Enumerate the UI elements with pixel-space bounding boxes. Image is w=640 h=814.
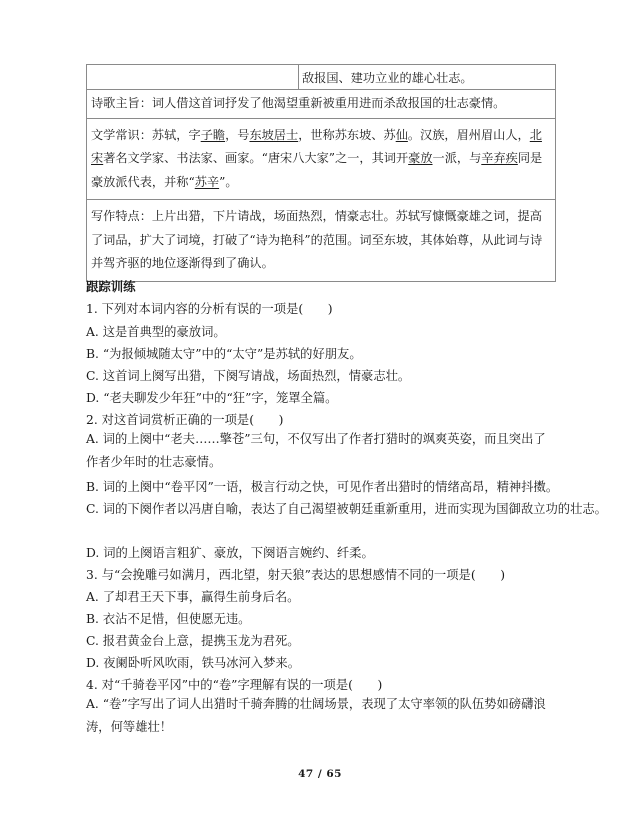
q1-option-b: B. “为报倾城随太守”中的“太守”是苏轼的好朋友。 bbox=[86, 347, 362, 361]
q1-option-c: C. 这首词上阕写出猎，下阕写请战，场面热烈，情豪志壮。 bbox=[86, 369, 411, 383]
q3-stem: 3. 与“会挽雕弓如满月，西北望，射天狼”表达的思想感情不同的一项是( ) bbox=[86, 568, 506, 582]
q2-stem: 2. 对这首词赏析正确的一项是( ) bbox=[86, 413, 284, 427]
q3-option-d: D. 夜阑卧听风吹雨，铁马冰河入梦来。 bbox=[86, 656, 300, 670]
page-number: 47 / 65 bbox=[298, 768, 342, 780]
literature-text: 文学常识：苏轼，字 bbox=[91, 127, 201, 142]
q2-option-d: D. 词的上阕语言粗犷、豪放，下阕语言婉约、纤柔。 bbox=[86, 546, 374, 560]
literature-text: 。汉族，眉州眉山人， bbox=[407, 127, 530, 142]
q1-option-d: D. “老夫聊发少年狂”中的“狂”字，笼罩全篇。 bbox=[86, 391, 338, 405]
q4-stem: 4. 对“千骑卷平冈”中的“卷”字理解有误的一项是( ) bbox=[86, 678, 383, 692]
q3-option-c: C. 报君黄金台上意，提携玉龙为君死。 bbox=[86, 634, 300, 648]
q1-stem: 1. 下列对本词内容的分析有误的一项是( ) bbox=[86, 302, 333, 316]
section-title: 跟踪训练 bbox=[86, 279, 136, 294]
literature-text: 著名文学家、书法家、画家。“唐宋八大家”之一，其词开 bbox=[103, 151, 409, 165]
table-cell-empty bbox=[87, 65, 299, 89]
literature-row bbox=[87, 118, 555, 200]
q3-option-b: B. 衣沾不足惜，但使愿无违。 bbox=[86, 612, 251, 626]
q1-option-a: A. 这是首典型的豪放词。 bbox=[86, 325, 226, 339]
theme-row: 诗歌主旨：词人借这首词抒发了他渴望重新被重用进而杀敌报国的壮志豪情。 bbox=[87, 89, 555, 118]
info-table bbox=[86, 64, 556, 282]
literature-text: 同是豪放派代表，并称“ bbox=[91, 151, 543, 189]
table-row bbox=[87, 64, 555, 89]
q3-option-a: A. 了却君王天下事，赢得生前身后名。 bbox=[86, 590, 300, 604]
underlined-term: 北宋 bbox=[91, 127, 542, 165]
underlined-term: 豪放 bbox=[408, 151, 433, 165]
q4-option-a: A. “卷”字写出了词人出猎时千骑奔腾的壮阔场景，表现了太守率领的队伍势如磅礴浪涛，何等雄壮！ bbox=[86, 697, 546, 734]
q2-option-b: B. 词的上阕中“卷平冈”一语，极言行动之快，可见作者出猎时的情绪高昂，精神抖擞。 bbox=[86, 480, 559, 494]
underlined-term: 辛弃疾 bbox=[481, 151, 518, 165]
underlined-term: 东坡居士 bbox=[249, 127, 299, 142]
table-cell-continuation: 敌报国、建功立业的雄心壮志。 bbox=[302, 71, 473, 85]
q2-option-c: C. 词的下阕作者以冯唐自喻，表达了自己渴望被朝廷重新重用，进而实现为国御敌立功的壮志。 bbox=[86, 502, 607, 516]
literature-text: 一派，与 bbox=[432, 151, 482, 165]
literature-text: ，号 bbox=[225, 127, 250, 142]
underlined-term: 苏辛 bbox=[194, 174, 220, 189]
features-row: 写作特点：上片出猎，下片请战，场面热烈，情豪志壮。苏轼写慷慨豪雄之词，提高了词品，扩大了词境，打破了“诗为艳科”的范围。词至东坡，其体始尊，从此词与诗并驾齐驱的地位逐渐得到了确认。 bbox=[87, 199, 555, 281]
literature-text: ，世称苏东坡、苏 bbox=[298, 127, 396, 142]
q2-option-a: A. 词的上阕中“老夫……擎苍”三句，不仅写出了作者打猎时的飒爽英姿，而且突出了作者少年时的壮志豪情。 bbox=[86, 432, 546, 469]
underlined-term: 子瞻 bbox=[200, 127, 226, 142]
literature-text: ”。 bbox=[219, 174, 238, 189]
underlined-term: 仙 bbox=[395, 127, 408, 142]
